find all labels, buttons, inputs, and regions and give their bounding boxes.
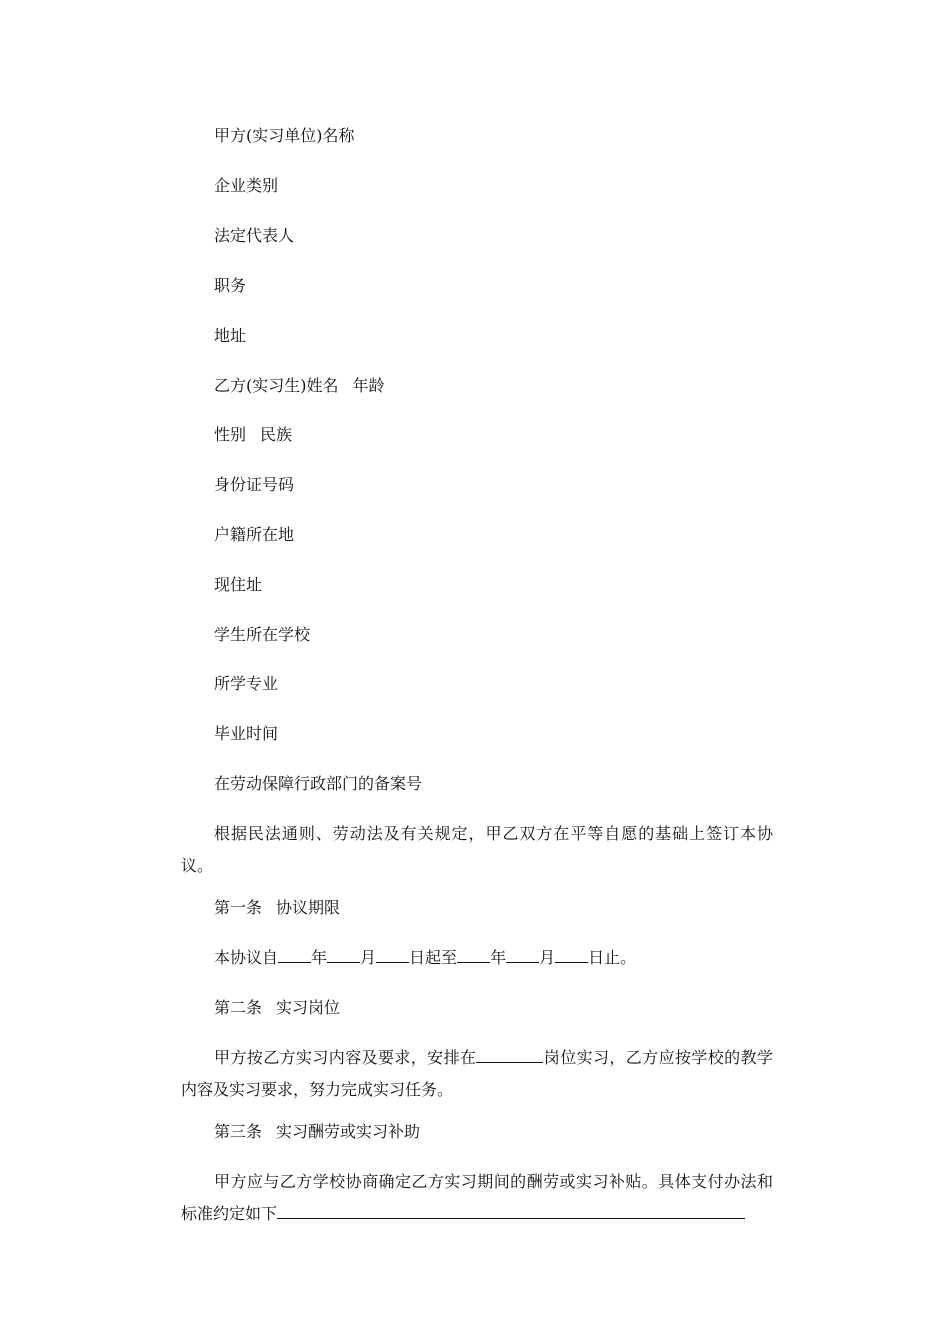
blank-position[interactable] xyxy=(476,1048,543,1063)
field-household-location: 户籍所在地 xyxy=(214,525,295,544)
blank-payment-terms[interactable] xyxy=(277,1204,745,1219)
label-month: 月 xyxy=(360,948,377,967)
article-3-heading-row xyxy=(214,1122,420,1142)
article-2-heading-row xyxy=(214,998,340,1018)
article-1-text xyxy=(214,948,636,968)
label-year: 年 xyxy=(311,948,328,967)
field-school: 学生所在学校 xyxy=(214,625,311,644)
field-party-a-name: 甲方(实习单位)名称 xyxy=(214,126,355,145)
blank-start-year[interactable] xyxy=(278,948,311,963)
article-3-text: 甲方应与乙方学校协商确定乙方实习期间的酬劳或实习补贴。具体支付办法和标准约定如下 xyxy=(181,1172,773,1223)
label-day-from: 日起至 xyxy=(409,948,458,967)
field-id-number: 身份证号码 xyxy=(214,475,295,494)
field-filing-number: 在劳动保障行政部门的备案号 xyxy=(214,774,423,793)
field-party-b-row xyxy=(214,376,385,396)
field-major: 所学专业 xyxy=(214,674,279,693)
blank-end-day[interactable] xyxy=(555,948,588,963)
field-party-b-name: 乙方(实习生)姓名 xyxy=(214,376,339,395)
field-address: 地址 xyxy=(214,326,247,345)
label-day-to: 日止。 xyxy=(588,948,637,967)
article-3-heading: 第三条 xyxy=(214,1122,263,1141)
article-2-text-before: 甲方按乙方实习内容及要求，安排在 xyxy=(214,1048,477,1067)
field-current-address: 现住址 xyxy=(214,575,263,594)
field-ethnicity: 民族 xyxy=(260,425,293,444)
article-2-heading: 第二条 xyxy=(214,998,263,1017)
field-age: 年龄 xyxy=(352,376,385,395)
article-1-heading-row xyxy=(214,898,340,918)
article-1-title: 协议期限 xyxy=(276,898,341,917)
intro-paragraph: 根据民法通则、劳动法及有关规定，甲乙双方在平等自愿的基础上签订本协议。 xyxy=(181,824,773,875)
field-enterprise-type: 企业类别 xyxy=(214,176,279,195)
article-2-text-after: 岗位实习，乙方应按学校的教学内容及实习要求，努力完成实习任务。 xyxy=(181,1048,773,1099)
article-2-title: 实习岗位 xyxy=(276,998,341,1017)
article-3-paragraph xyxy=(181,1166,773,1230)
article-3-title: 实习酬劳或实习补助 xyxy=(276,1122,421,1141)
field-gender: 性别 xyxy=(214,425,247,444)
blank-start-month[interactable] xyxy=(327,948,360,963)
article-2-paragraph xyxy=(181,1042,773,1106)
blank-start-day[interactable] xyxy=(376,948,409,963)
field-position: 职务 xyxy=(214,276,247,295)
article-1-text-start: 本协议自 xyxy=(214,948,279,967)
label-year-end: 年 xyxy=(490,948,507,967)
label-month-end: 月 xyxy=(539,948,556,967)
blank-end-year[interactable] xyxy=(457,948,490,963)
field-graduation-time: 毕业时间 xyxy=(214,724,279,743)
blank-end-month[interactable] xyxy=(506,948,539,963)
article-1-heading: 第一条 xyxy=(214,898,263,917)
field-gender-row xyxy=(214,425,292,445)
field-legal-representative: 法定代表人 xyxy=(214,226,295,245)
